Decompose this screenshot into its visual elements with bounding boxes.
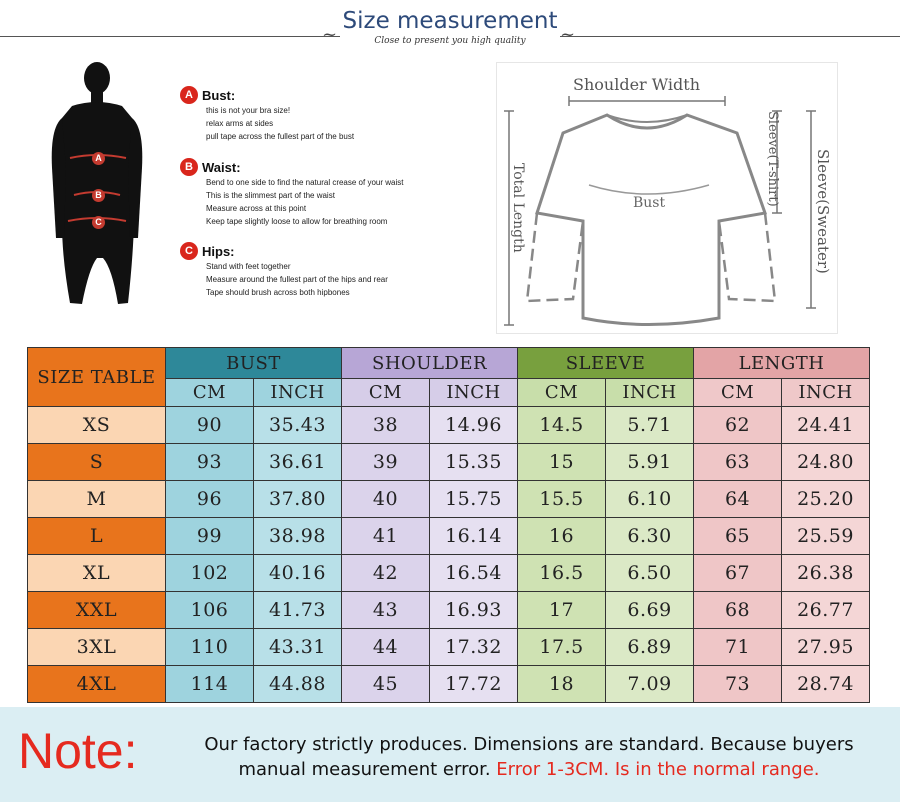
- page-subtitle: Close to present you high quality: [374, 36, 526, 46]
- measurement-cell: 6.10: [606, 481, 694, 518]
- measurement-cell: 35.43: [254, 407, 342, 444]
- measurement-cell: 38: [342, 407, 430, 444]
- measurement-cell: 5.91: [606, 444, 694, 481]
- measurement-cell: 65: [694, 518, 782, 555]
- measurement-cell: 14.5: [518, 407, 606, 444]
- unit-header: INCH: [430, 379, 518, 407]
- measurement-cell: 17.72: [430, 666, 518, 703]
- sleeve-tshirt-label: Sleeve(T-shirt): [765, 111, 780, 207]
- measurement-cell: 28.74: [782, 666, 870, 703]
- column-group-shoulder: SHOULDER: [342, 348, 518, 379]
- guide-line: Measure across at this point: [206, 204, 307, 213]
- table-row: [28, 592, 870, 629]
- guide-title: Bust:: [202, 87, 236, 103]
- body-figure: [0, 58, 180, 338]
- size-label-cell: XXL: [28, 592, 166, 629]
- measurement-cell: 43: [342, 592, 430, 629]
- page-title: Size measurement: [342, 8, 558, 34]
- size-label-cell: XS: [28, 407, 166, 444]
- measurement-cell: 62: [694, 407, 782, 444]
- note-label: Note:: [18, 723, 138, 779]
- table-row: [28, 629, 870, 666]
- guide-bust: [180, 86, 354, 143]
- note-body: Our factory strictly produces. Dimensions are standard. Because buyers manual measurement error.: [204, 734, 854, 780]
- measurement-cell: 37.80: [254, 481, 342, 518]
- swirl-ornament-icon: ~: [560, 24, 576, 45]
- measurement-cell: 64: [694, 481, 782, 518]
- measurement-cell: 16.93: [430, 592, 518, 629]
- guide-line: Measure around the fullest part of the hips and rear: [206, 275, 388, 284]
- measurement-cell: 71: [694, 629, 782, 666]
- badge-c-icon: C: [180, 242, 198, 260]
- guide-line: Stand with feet together: [206, 262, 291, 271]
- measurement-cell: 40: [342, 481, 430, 518]
- size-table: [27, 347, 870, 703]
- guide-title: Hips:: [202, 243, 235, 259]
- measurement-cell: 102: [166, 555, 254, 592]
- measurement-cell: 6.89: [606, 629, 694, 666]
- measurement-cell: 96: [166, 481, 254, 518]
- guide-line: Bend to one side to find the natural crease of your waist: [206, 178, 404, 187]
- size-table-corner: SIZE TABLE: [28, 348, 166, 407]
- unit-header: INCH: [606, 379, 694, 407]
- measurement-cell: 16.14: [430, 518, 518, 555]
- guide-line: pull tape across the fullest part of the bust: [206, 132, 355, 141]
- measurement-cell: 17: [518, 592, 606, 629]
- measurement-cell: 41.73: [254, 592, 342, 629]
- measurement-cell: 63: [694, 444, 782, 481]
- table-row: [28, 407, 870, 444]
- measurement-cell: 42: [342, 555, 430, 592]
- measurement-cell: 44.88: [254, 666, 342, 703]
- guide-line: Keep tape slightly loose to allow for breathing room: [206, 217, 388, 226]
- note-highlight: Error 1-3CM. Is in the normal range.: [496, 759, 820, 780]
- measurement-cell: 7.09: [606, 666, 694, 703]
- measurement-cell: 16.5: [518, 555, 606, 592]
- measurement-cell: 110: [166, 629, 254, 666]
- column-group-sleeve: SLEEVE: [518, 348, 694, 379]
- body-silhouette-icon: [0, 58, 180, 338]
- measurement-cell: 17.32: [430, 629, 518, 666]
- guide-line: relax arms at sides: [206, 119, 274, 128]
- body-marker-c: C: [92, 216, 105, 229]
- measurement-cell: 25.20: [782, 481, 870, 518]
- measurement-cell: 99: [166, 518, 254, 555]
- badge-a-icon: A: [180, 86, 198, 104]
- measurement-cell: 45: [342, 666, 430, 703]
- measurement-cell: 16.54: [430, 555, 518, 592]
- note-text: [170, 732, 888, 782]
- measurement-cell: 25.59: [782, 518, 870, 555]
- measurement-cell: 15: [518, 444, 606, 481]
- measurement-cell: 43.31: [254, 629, 342, 666]
- measurement-cell: 15.5: [518, 481, 606, 518]
- size-label-cell: M: [28, 481, 166, 518]
- measurement-cell: 6.30: [606, 518, 694, 555]
- unit-header: INCH: [782, 379, 870, 407]
- guide-line: This is the slimmest part of the waist: [206, 191, 335, 200]
- measurement-cell: 44: [342, 629, 430, 666]
- size-label-cell: S: [28, 444, 166, 481]
- table-row: [28, 444, 870, 481]
- measurement-cell: 24.41: [782, 407, 870, 444]
- table-row: [28, 518, 870, 555]
- measure-guide: [180, 80, 480, 320]
- shoulder-width-label: Shoulder Width: [573, 75, 701, 94]
- unit-header: INCH: [254, 379, 342, 407]
- measurement-cell: 16: [518, 518, 606, 555]
- table-row: [28, 481, 870, 518]
- measurement-cell: 15.75: [430, 481, 518, 518]
- measurement-cell: 114: [166, 666, 254, 703]
- measurement-cell: 24.80: [782, 444, 870, 481]
- measurement-cell: 41: [342, 518, 430, 555]
- measurement-cell: 39: [342, 444, 430, 481]
- body-marker-b: B: [92, 189, 105, 202]
- guide-title: Waist:: [202, 159, 241, 175]
- column-group-length: LENGTH: [694, 348, 870, 379]
- size-label-cell: 3XL: [28, 629, 166, 666]
- measurement-cell: 36.61: [254, 444, 342, 481]
- size-label-cell: L: [28, 518, 166, 555]
- guide-line: Tape should brush across both hipbones: [206, 288, 350, 297]
- measurement-cell: 5.71: [606, 407, 694, 444]
- measurement-cell: 68: [694, 592, 782, 629]
- total-length-label: Total Length: [510, 163, 526, 253]
- measurement-cell: 6.69: [606, 592, 694, 629]
- size-label-cell: XL: [28, 555, 166, 592]
- guide-waist: [180, 158, 403, 228]
- size-label-cell: 4XL: [28, 666, 166, 703]
- measurement-cell: 27.95: [782, 629, 870, 666]
- header: [0, 0, 900, 60]
- unit-header: CM: [166, 379, 254, 407]
- bust-label: Bust: [633, 195, 666, 211]
- badge-b-icon: B: [180, 158, 198, 176]
- sleeve-sweater-label: Sleeve(Sweater): [814, 149, 832, 274]
- measurement-cell: 26.38: [782, 555, 870, 592]
- shirt-diagram: [496, 62, 838, 334]
- unit-header: CM: [694, 379, 782, 407]
- measurement-cell: 40.16: [254, 555, 342, 592]
- measurement-cell: 93: [166, 444, 254, 481]
- unit-header: CM: [342, 379, 430, 407]
- measurement-cell: 67: [694, 555, 782, 592]
- body-marker-a: A: [92, 152, 105, 165]
- guide-line: this is not your bra size!: [206, 106, 291, 115]
- swirl-ornament-icon: ~: [322, 24, 338, 45]
- measurement-cell: 106: [166, 592, 254, 629]
- measurement-cell: 26.77: [782, 592, 870, 629]
- column-group-bust: BUST: [166, 348, 342, 379]
- shirt-outline-icon: [497, 63, 839, 335]
- unit-header: CM: [518, 379, 606, 407]
- guide-hips: [180, 242, 388, 299]
- table-row: [28, 666, 870, 703]
- measurement-cell: 6.50: [606, 555, 694, 592]
- measurement-cell: 38.98: [254, 518, 342, 555]
- measurement-cell: 73: [694, 666, 782, 703]
- table-row: [28, 555, 870, 592]
- measurement-cell: 90: [166, 407, 254, 444]
- measurement-cell: 15.35: [430, 444, 518, 481]
- measurement-cell: 14.96: [430, 407, 518, 444]
- measurement-cell: 18: [518, 666, 606, 703]
- measurement-cell: 17.5: [518, 629, 606, 666]
